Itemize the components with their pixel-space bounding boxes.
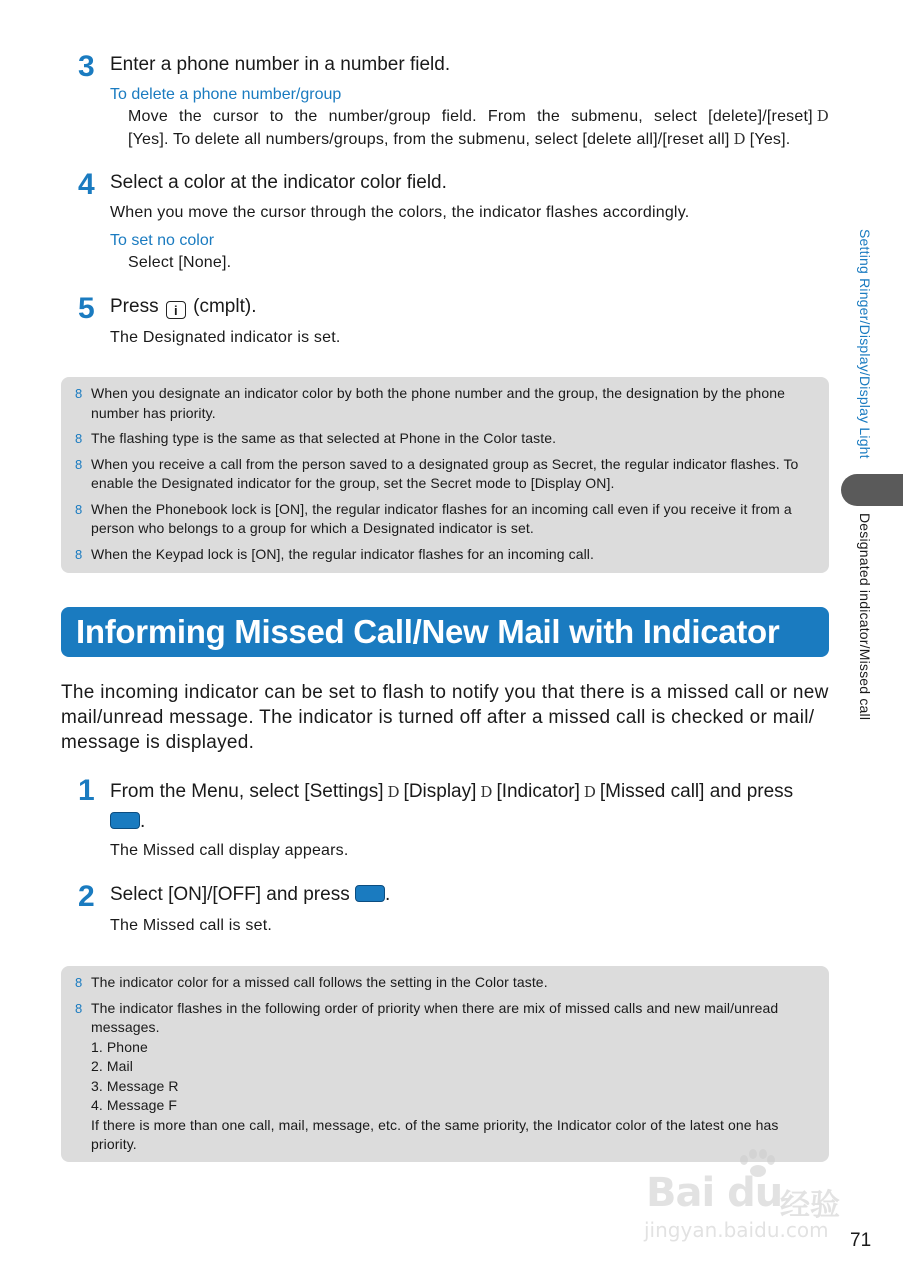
step-number: 4 xyxy=(78,168,94,201)
step-title: Select [ON]/[OFF] and press . xyxy=(110,884,391,905)
arrow-icon: D xyxy=(387,783,400,801)
priority-item: 4. Message F xyxy=(91,1097,178,1113)
note-item: 8 The indicator flashes in the following order of priority when there are mix of missed calls and new mail/unread messages. 1. Phone 2. Mail 3. Message R 4. Message F If there is more than one call, mail, message, etc. of the same priority, the Indicator color of the latest one has priority. xyxy=(75,999,817,1155)
note-item: 8 When you designate an indicator color by both the phone number and the group, the designation by the phone number has priority. xyxy=(75,385,785,421)
section-title: Informing Missed Call/New Mail with Indicator xyxy=(61,607,829,657)
info-key-icon: i xyxy=(166,301,186,319)
watermark-url: jingyan.baidu.com xyxy=(644,1218,829,1242)
step-description: The Missed call display appears. xyxy=(110,842,349,859)
step-title: Enter a phone number in a number field. xyxy=(110,54,451,75)
baidu-watermark xyxy=(640,1150,850,1245)
step-number: 3 xyxy=(78,50,94,83)
step-number: 2 xyxy=(78,880,94,913)
center-key-icon xyxy=(355,885,385,902)
step-title xyxy=(110,296,256,319)
bullet-icon: 8 xyxy=(75,975,83,990)
priority-item: 2. Mail xyxy=(91,1058,133,1074)
step-number: 1 xyxy=(78,774,94,807)
arrow-icon: D xyxy=(816,107,829,125)
bullet-icon: 8 xyxy=(75,1000,83,1016)
priority-note: If there is more than one call, mail, message, etc. of the same priority, the Indicator color of the latest one has priority. xyxy=(91,1116,779,1152)
sub-text: Select [None]. xyxy=(128,254,232,271)
notes-box xyxy=(61,966,829,1162)
step-description: When you move the cursor through the colors, the indicator flashes accordingly. xyxy=(110,204,690,221)
title-cmplt: (cmplt). xyxy=(193,296,257,317)
bullet-icon: 8 xyxy=(75,386,83,401)
desc-line-2: [Yes]. To delete all numbers/groups, from the submenu, select [delete all]/[reset all] xyxy=(128,131,730,148)
priority-item: 1. Phone xyxy=(91,1038,148,1055)
bullet-icon: 8 xyxy=(75,501,83,517)
sub-heading: To set no color xyxy=(110,232,215,249)
title-press: Press xyxy=(110,296,159,317)
priority-item: 3. Message R xyxy=(91,1077,179,1094)
chapter-tab xyxy=(841,474,903,506)
bullet-icon: 8 xyxy=(75,546,83,562)
bullet-icon: 8 xyxy=(75,431,83,446)
watermark-logo: Bai du xyxy=(646,1170,783,1216)
notes-box xyxy=(61,377,829,573)
sub-heading: To delete a phone number/group xyxy=(110,86,342,103)
note-item: 8 The flashing type is the same as that selected at Phone in the Color taste. xyxy=(75,429,817,449)
step-description: The Designated indicator is set. xyxy=(110,329,341,346)
step-title: From the Menu, select [Settings] D [Display] D [Indicator] D [Missed call] and press . xyxy=(110,781,794,832)
step-description: The Missed call is set. xyxy=(110,917,272,934)
note-item: 8 When the Keypad lock is [ON], the regular indicator flashes for an incoming call. xyxy=(75,545,817,565)
arrow-icon: D xyxy=(480,783,493,801)
page-number: 71 xyxy=(850,1230,872,1251)
section-intro: The incoming indicator can be set to flash to notify you that there is a missed call or new mail/unread message. The indicator is turned off after a missed call is checked or mail/ message is displayed. xyxy=(61,682,829,753)
step-number: 5 xyxy=(78,292,94,325)
center-key-icon xyxy=(110,812,140,829)
step-description xyxy=(128,105,833,151)
note-item: 8 The indicator color for a missed call follows the setting in the Color taste. xyxy=(75,973,817,993)
bullet-icon: 8 xyxy=(75,456,83,472)
topic-label: Designated indicator/Missed call xyxy=(857,513,873,721)
desc-line-2-end: [Yes]. xyxy=(749,131,791,148)
arrow-icon: D xyxy=(583,783,596,801)
desc-line-1: Move the cursor to the number/group field. From the submenu, select [delete]/[reset] xyxy=(128,108,813,125)
step-title: Select a color at the indicator color field. xyxy=(110,172,447,193)
note-item: 8 When you receive a call from the person saved to a designated group as Secret, the regular indicator flashes. To enable the Designated indicator for the group, set the Secret mode to [Display ON]. xyxy=(75,455,799,491)
watermark-chinese: 经验 xyxy=(780,1188,840,1223)
chapter-label: Setting Ringer/Display/Display Light xyxy=(857,229,873,459)
arrow-icon: D xyxy=(733,130,746,148)
note-item: 8 When the Phonebook lock is [ON], the regular indicator flashes for an incoming call even if you receive it from a person who belongs to a group for which a Designated indicator is set. xyxy=(75,500,792,536)
